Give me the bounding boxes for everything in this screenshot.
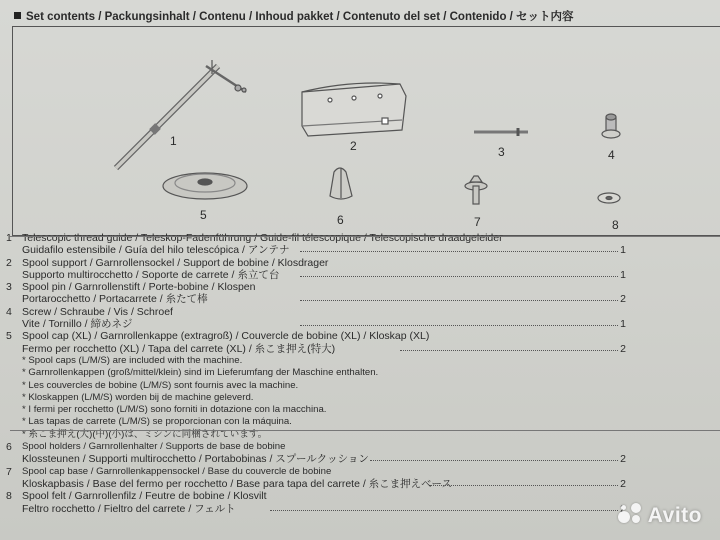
figure-number-4: 4 <box>608 148 615 162</box>
item-text: Spool cap base / Garnrollenkappensockel / Base du couvercle de bobine <box>22 465 332 477</box>
list-item <box>0 281 720 293</box>
item-quantity: 2 <box>620 342 626 355</box>
spool-holder-drawing <box>330 168 352 199</box>
item-number: 1 <box>6 232 12 244</box>
list-item <box>0 343 720 355</box>
spool-cap-xl-drawing <box>163 173 247 199</box>
item-text: Telescopic thread guide / Teleskop-Fadenführung / Guide-fil télescopique / Telescopische draadgeleider <box>22 232 503 244</box>
item-text: Vite / Tornillo / 締めネジ <box>22 318 133 331</box>
leader-dots <box>400 350 618 351</box>
spool-support-drawing <box>302 83 406 136</box>
leader-dots <box>270 510 618 511</box>
list-item <box>0 318 720 330</box>
list-item <box>0 503 720 515</box>
divider <box>10 430 720 431</box>
list-item <box>0 257 720 269</box>
list-item <box>0 466 720 478</box>
item-number: 4 <box>6 305 12 318</box>
watermark-text: Avito <box>647 504 702 527</box>
item-quantity: 1 <box>620 268 626 281</box>
leader-dots <box>300 325 618 326</box>
figure-number-8: 8 <box>612 218 619 232</box>
spool-cap-base-drawing <box>465 176 487 204</box>
list-item <box>0 490 720 502</box>
list-item <box>0 269 720 281</box>
leader-dots <box>370 460 618 461</box>
item-text: Spool holders / Garnrollenhalter / Supports de base de bobine <box>22 441 286 453</box>
note-text: * I fermi per rocchetto (L/M/S) sono forniti in dotazione con la macchina. <box>22 404 327 416</box>
note-line <box>0 380 720 392</box>
parts-illustration <box>0 0 720 240</box>
leader-dots <box>300 300 618 301</box>
item-text: Spool cap (XL) / Garnrollenkappe (extragroß) / Couvercle de bobine (XL) / Kloskap (XL) <box>22 330 430 343</box>
parts-list <box>0 232 720 515</box>
item-number: 6 <box>6 441 12 454</box>
note-text: * Spool caps (L/M/S) are included with the machine. <box>22 354 243 366</box>
telescopic-thread-guide-drawing <box>116 60 246 168</box>
note-text: * Kloskappen (L/M/S) worden bij de machine geleverd. <box>22 391 254 403</box>
list-item <box>0 232 720 244</box>
screw-drawing <box>602 114 620 138</box>
note-line <box>0 404 720 416</box>
note-text: * Las tapas de carrete (L/M/S) se proporcionan con la máquina. <box>22 416 292 428</box>
list-item <box>0 453 720 465</box>
item-text: Supporto multirocchetto / Soporte de carrete / 糸立て台 <box>22 268 280 281</box>
item-text: Screw / Schraube / Vis / Schroef <box>22 305 173 318</box>
item-number: 5 <box>6 330 12 343</box>
item-text: Feltro rocchetto / Fieltro del carrete / フェルト <box>22 502 236 515</box>
item-text: Kloskapbasis / Base del fermo per rocchetto / Base para tapa del carrete / 糸こま押えベース <box>22 477 452 490</box>
item-text: Fermo per rocchetto (XL) / Tapa del carrete (XL) / 糸こま押え(特大) <box>22 342 336 355</box>
note-text: * 糸こま押え(大)(中)(小)は、ミシンに同梱されています。 <box>22 428 268 440</box>
heading-text: Set contents / Packungsinhalt / Contenu / Inhoud pakket / Contenuto del set / Contenido / セット内容 <box>26 11 574 23</box>
item-quantity: 1 <box>620 318 626 331</box>
leader-dots <box>300 276 618 277</box>
spool-pin-drawing <box>474 128 528 136</box>
avito-logo-icon <box>618 503 644 525</box>
item-number: 2 <box>6 256 12 269</box>
item-text: Portarocchetto / Portacarrete / 糸たて棒 <box>22 293 208 306</box>
item-quantity: 1 <box>620 244 626 257</box>
item-number: 8 <box>6 490 12 503</box>
avito-watermark <box>618 503 702 528</box>
figure-number-2: 2 <box>350 139 357 153</box>
list-item <box>0 306 720 318</box>
item-quantity: 2 <box>620 453 626 466</box>
figure-number-5: 5 <box>200 208 207 222</box>
list-item <box>0 293 720 305</box>
note-line <box>0 416 720 428</box>
figure-number-7: 7 <box>474 215 481 229</box>
item-text: Guidafilo estensibile / Guía del hilo telescópica / アンテナ <box>22 244 290 257</box>
item-text: Spool pin / Garnrollenstift / Porte-bobine / Klospen <box>22 281 256 294</box>
list-item <box>0 478 720 490</box>
item-text: Klossteunen / Supporti multirocchetto / Portabobinas / スプールクッション <box>22 453 369 466</box>
figure-number-3: 3 <box>498 145 505 159</box>
figure-number-6: 6 <box>337 213 344 227</box>
item-text: Spool support / Garnrollensockel / Support de bobine / Klosdrager <box>22 256 329 269</box>
figure-number-1: 1 <box>170 134 177 148</box>
note-line <box>0 367 720 379</box>
item-number: 7 <box>6 465 12 478</box>
item-quantity: 2 <box>620 293 626 306</box>
spool-felt-drawing <box>598 193 620 203</box>
list-item <box>0 330 720 342</box>
note-text: * Garnrollenkappen (groß/mittel/klein) sind im Lieferumfang der Maschine enthalten. <box>22 367 379 379</box>
list-item <box>0 244 720 256</box>
item-number: 3 <box>6 281 12 294</box>
note-text: * Les couvercles de bobine (L/M/S) sont fournis avec la machine. <box>22 379 299 391</box>
list-item <box>0 441 720 453</box>
note-line <box>0 355 720 367</box>
leader-dots <box>300 251 618 252</box>
leader-dots <box>430 485 618 486</box>
item-text: Spool felt / Garnrollenfilz / Feutre de bobine / Klosvilt <box>22 490 267 503</box>
divider <box>10 236 720 237</box>
note-line <box>0 392 720 404</box>
item-quantity: 2 <box>620 477 626 490</box>
